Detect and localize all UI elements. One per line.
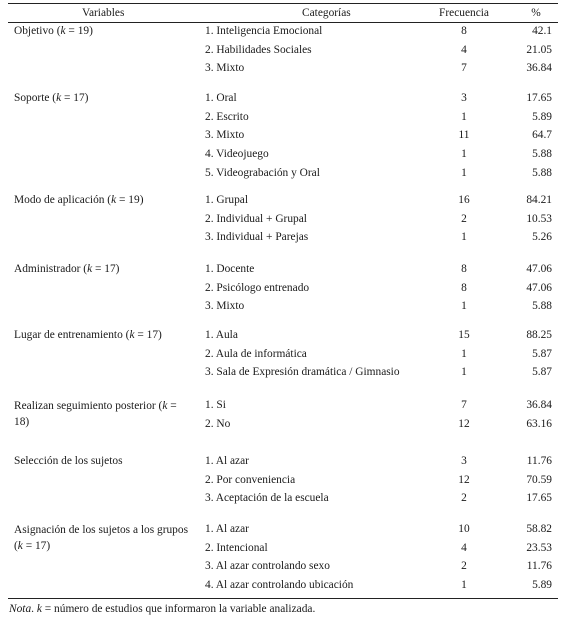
variable-label: Asignación de los sujetos a los grupos (k = 17) <box>14 524 189 552</box>
percent-cell: 47.06 <box>526 263 552 275</box>
category-cell: 3. Mixto <box>205 62 245 74</box>
category-cell: 2. Por conveniencia <box>205 474 296 486</box>
variable-label: Selección de los sujetos <box>14 455 123 467</box>
percent-cell: 5.88 <box>532 148 552 160</box>
category-cell: 2. Intencional <box>205 542 268 554</box>
frequency-cell: 8 <box>461 263 467 275</box>
note-text: . k = número de estudios que informaron la variable analizada. <box>31 603 316 615</box>
frequency-cell: 2 <box>461 560 467 572</box>
category-cell: 3. Al azar controlando sexo <box>205 560 330 572</box>
frequency-cell: 8 <box>461 282 467 294</box>
frequency-cell: 1 <box>461 111 467 123</box>
category-cell: 3. Mixto <box>205 129 245 141</box>
percent-cell: 23.53 <box>526 542 552 554</box>
variable-label: Objetivo (k = 19) <box>14 25 93 37</box>
frequency-cell: 12 <box>458 474 470 486</box>
percent-cell: 70.59 <box>526 474 552 486</box>
percent-cell: 5.87 <box>532 366 552 378</box>
header-categorias: Categorías <box>302 7 351 19</box>
percent-cell: 5.89 <box>532 579 552 591</box>
percent-cell: 58.82 <box>526 523 552 535</box>
frequency-cell: 10 <box>458 523 470 535</box>
variable-label: Lugar de entrenamiento (k = 17) <box>14 329 162 341</box>
frequency-cell: 11 <box>458 129 470 141</box>
percent-cell: 11.76 <box>526 455 552 467</box>
category-cell: 1. Docente <box>205 263 255 275</box>
percent-cell: 5.89 <box>532 111 552 123</box>
variable-label: Administrador (k = 17) <box>14 263 120 275</box>
header-percent: % <box>531 7 541 19</box>
percent-cell: 36.84 <box>526 399 552 411</box>
category-cell: 2. Individual + Grupal <box>205 213 307 225</box>
frequency-cell: 8 <box>461 25 467 37</box>
table-header-rule <box>8 22 558 23</box>
category-cell: 1. Grupal <box>205 194 249 206</box>
category-cell: 1. Al azar <box>205 455 249 467</box>
category-cell: 1. Oral <box>205 92 237 104</box>
category-cell: 2. Aula de informática <box>205 348 307 360</box>
category-cell: 3. Sala de Expresión dramática / Gimnasio <box>205 366 400 378</box>
percent-cell: 5.88 <box>532 300 552 312</box>
variable-label: Modo de aplicación (k = 19) <box>14 194 144 206</box>
frequency-cell: 3 <box>461 92 467 104</box>
frequency-cell: 1 <box>461 579 467 591</box>
percent-cell: 17.65 <box>526 92 552 104</box>
category-cell: 2. Psicólogo entrenado <box>205 282 310 294</box>
percent-cell: 17.65 <box>526 492 552 504</box>
percent-cell: 36.84 <box>526 62 552 74</box>
category-cell: 5. Videograbación y Oral <box>205 167 320 179</box>
table-note <box>9 602 315 616</box>
percent-cell: 5.26 <box>532 231 552 243</box>
frequency-cell: 1 <box>461 366 467 378</box>
category-cell: 1. Si <box>205 399 226 411</box>
variable-label: Realizan seguimiento posterior (k = 18) <box>14 400 177 428</box>
percent-cell: 5.88 <box>532 167 552 179</box>
frequency-cell: 3 <box>461 455 467 467</box>
category-cell: 1. Inteligencia Emocional <box>205 25 323 37</box>
frequency-cell: 2 <box>461 492 467 504</box>
percent-cell: 21.05 <box>526 44 552 56</box>
percent-cell: 88.25 <box>526 329 552 341</box>
header-frecuencia: Frecuencia <box>439 7 489 19</box>
frequency-cell: 16 <box>458 194 470 206</box>
note-label: Nota <box>9 603 32 615</box>
category-cell: 1. Al azar <box>205 523 249 535</box>
percent-cell: 5.87 <box>532 348 552 360</box>
category-cell: 4. Videojuego <box>205 148 269 160</box>
frequency-cell: 1 <box>461 148 467 160</box>
frequency-cell: 7 <box>461 62 467 74</box>
percent-cell: 63.16 <box>526 418 552 430</box>
frequency-cell: 1 <box>461 167 467 179</box>
percent-cell: 11.76 <box>526 560 552 572</box>
category-cell: 3. Individual + Parejas <box>205 231 309 243</box>
frequency-cell: 4 <box>461 44 467 56</box>
frequency-cell: 15 <box>458 329 470 341</box>
frequency-cell: 12 <box>458 418 470 430</box>
percent-cell: 10.53 <box>526 213 552 225</box>
frequency-cell: 1 <box>461 348 467 360</box>
category-cell: 1. Aula <box>205 329 238 341</box>
frequency-cell: 1 <box>461 231 467 243</box>
variable-label: Soporte (k = 17) <box>14 92 89 104</box>
table-top-rule <box>8 3 558 4</box>
category-cell: 2. Habilidades Sociales <box>205 44 312 56</box>
percent-cell: 47.06 <box>526 282 552 294</box>
percent-cell: 42.1 <box>532 25 552 37</box>
category-cell: 4. Al azar controlando ubicación <box>205 579 354 591</box>
frequency-cell: 4 <box>461 542 467 554</box>
header-variables: Variables <box>82 7 125 19</box>
table-bottom-rule <box>8 598 558 599</box>
category-cell: 3. Aceptación de la escuela <box>205 492 329 504</box>
percent-cell: 84.21 <box>526 194 552 206</box>
category-cell: 2. No <box>205 418 231 430</box>
percent-cell: 64.7 <box>532 129 552 141</box>
frequency-cell: 2 <box>461 213 467 225</box>
frequency-cell: 7 <box>461 399 467 411</box>
frequency-cell: 1 <box>461 300 467 312</box>
category-cell: 2. Escrito <box>205 111 249 123</box>
category-cell: 3. Mixto <box>205 300 245 312</box>
